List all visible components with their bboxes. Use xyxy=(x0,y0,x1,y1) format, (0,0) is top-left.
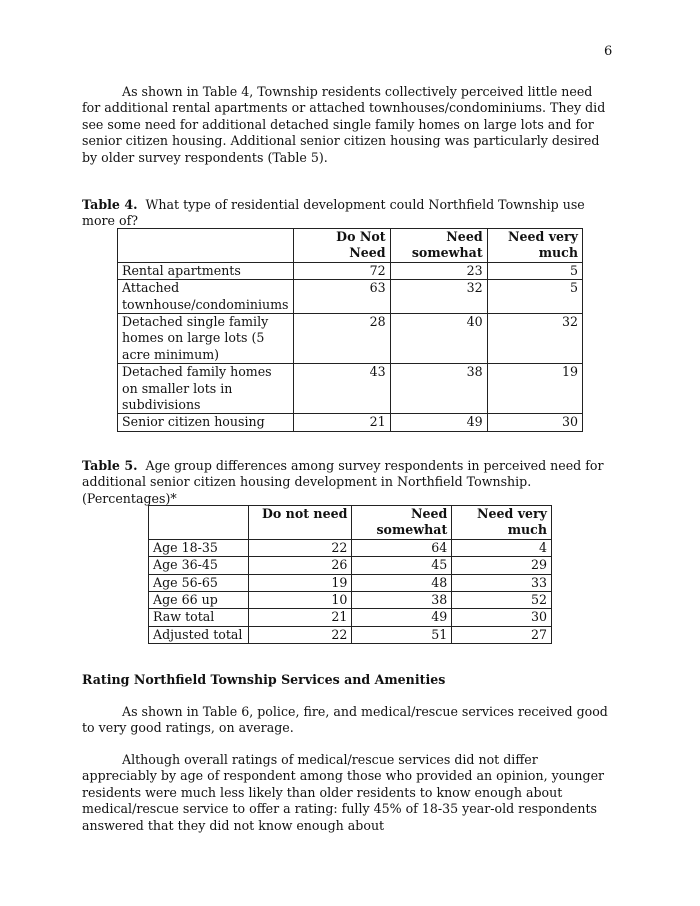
table-row xyxy=(118,262,583,279)
cell-need-very-much: 33 xyxy=(452,574,552,591)
cell-do-not-need: 22 xyxy=(248,539,352,556)
row-label: Rental apartments xyxy=(118,262,294,279)
table-row xyxy=(118,314,583,364)
table-row xyxy=(149,539,552,556)
cell-do-not-need: 43 xyxy=(293,364,390,414)
table5-caption xyxy=(82,458,610,507)
table5-header-need-somewhat: Need somewhat xyxy=(352,506,452,540)
table-row xyxy=(118,280,583,314)
row-label: Detached family homes on smaller lots in subdivisions xyxy=(118,364,294,414)
row-label: Detached single family homes on large lots (5 acre minimum) xyxy=(118,314,294,364)
cell-do-not-need: 19 xyxy=(248,574,352,591)
table5-label: Table 5. xyxy=(82,458,138,473)
row-label: Adjusted total xyxy=(149,626,249,643)
cell-need-very-much: 29 xyxy=(452,557,552,574)
row-label: Raw total xyxy=(149,609,249,626)
table-row xyxy=(118,364,583,414)
table-row xyxy=(149,557,552,574)
table-row xyxy=(149,626,552,643)
row-label: Age 18-35 xyxy=(149,539,249,556)
table4-header-need-very-much: Need very much xyxy=(487,229,582,263)
cell-do-not-need: 28 xyxy=(293,314,390,364)
cell-do-not-need: 10 xyxy=(248,592,352,609)
intro-paragraph: As shown in Table 4, Township residents collectively perceived little need for additional rental apartments or attached townhouses/condominiums. They did see some need for additional detached single family homes on large lots and for senior citizen housing. Additional senior citizen housing was particularly desired by older survey respondents (Table 5). xyxy=(82,84,606,165)
cell-do-not-need: 22 xyxy=(248,626,352,643)
table5-caption-text: Age group differences among survey respondents in perceived need for additional senior citizen housing development in Northfield Township. (Percentages)* xyxy=(82,458,604,506)
services-paragraph: As shown in Table 6, police, fire, and medical/rescue services received good to very good ratings, on average. xyxy=(82,704,608,736)
row-label: Age 56-65 xyxy=(149,574,249,591)
table5 xyxy=(148,505,552,644)
cell-need-somewhat: 23 xyxy=(390,262,487,279)
cell-need-very-much: 5 xyxy=(487,280,582,314)
table-row xyxy=(118,414,583,431)
table4-header-do-not-need: Do Not Need xyxy=(293,229,390,263)
table5-header-do-not-need: Do not need xyxy=(248,506,352,540)
table4-header-row xyxy=(118,229,583,263)
cell-need-somewhat: 40 xyxy=(390,314,487,364)
row-label: Age 36-45 xyxy=(149,557,249,574)
cell-do-not-need: 21 xyxy=(293,414,390,431)
table4-caption xyxy=(82,197,610,230)
cell-need-somewhat: 49 xyxy=(352,609,452,626)
cell-need-somewhat: 64 xyxy=(352,539,452,556)
cell-need-very-much: 5 xyxy=(487,262,582,279)
cell-need-somewhat: 38 xyxy=(390,364,487,414)
cell-need-somewhat: 48 xyxy=(352,574,452,591)
cell-need-very-much: 19 xyxy=(487,364,582,414)
page-number: 6 xyxy=(604,44,613,59)
table-row xyxy=(149,592,552,609)
medical-paragraph: Although overall ratings of medical/rescue services did not differ appreciably by age of respondent among those who provided an opinion, younger residents were much less likely than older residents to know enough about medical/rescue service to offer a rating: fully 45% of 18-35 year-old respondents answered that they did not know enough about xyxy=(82,752,605,833)
cell-need-very-much: 4 xyxy=(452,539,552,556)
table5-header-row xyxy=(149,506,552,540)
cell-need-very-much: 52 xyxy=(452,592,552,609)
row-label: Age 66 up xyxy=(149,592,249,609)
cell-need-somewhat: 32 xyxy=(390,280,487,314)
row-label: Attached townhouse/condominiums xyxy=(118,280,294,314)
table5-header-need-very-much: Need very much xyxy=(452,506,552,540)
table-row xyxy=(149,574,552,591)
table4-caption-text: What type of residential development could Northfield Township use more of? xyxy=(82,197,585,229)
cell-need-somewhat: 45 xyxy=(352,557,452,574)
cell-need-somewhat: 38 xyxy=(352,592,452,609)
cell-need-very-much: 30 xyxy=(487,414,582,431)
table5-header-blank xyxy=(149,506,249,540)
table-row xyxy=(149,609,552,626)
row-label: Senior citizen housing xyxy=(118,414,294,431)
cell-need-very-much: 27 xyxy=(452,626,552,643)
cell-do-not-need: 26 xyxy=(248,557,352,574)
cell-need-somewhat: 51 xyxy=(352,626,452,643)
table4-header-blank xyxy=(118,229,294,263)
cell-need-somewhat: 49 xyxy=(390,414,487,431)
cell-need-very-much: 30 xyxy=(452,609,552,626)
cell-do-not-need: 21 xyxy=(248,609,352,626)
section-heading: Rating Northfield Township Services and Amenities xyxy=(82,672,446,687)
cell-do-not-need: 72 xyxy=(293,262,390,279)
table4-label: Table 4. xyxy=(82,197,138,212)
table4-header-need-somewhat: Need somewhat xyxy=(390,229,487,263)
cell-do-not-need: 63 xyxy=(293,280,390,314)
cell-need-very-much: 32 xyxy=(487,314,582,364)
table4 xyxy=(117,228,583,432)
